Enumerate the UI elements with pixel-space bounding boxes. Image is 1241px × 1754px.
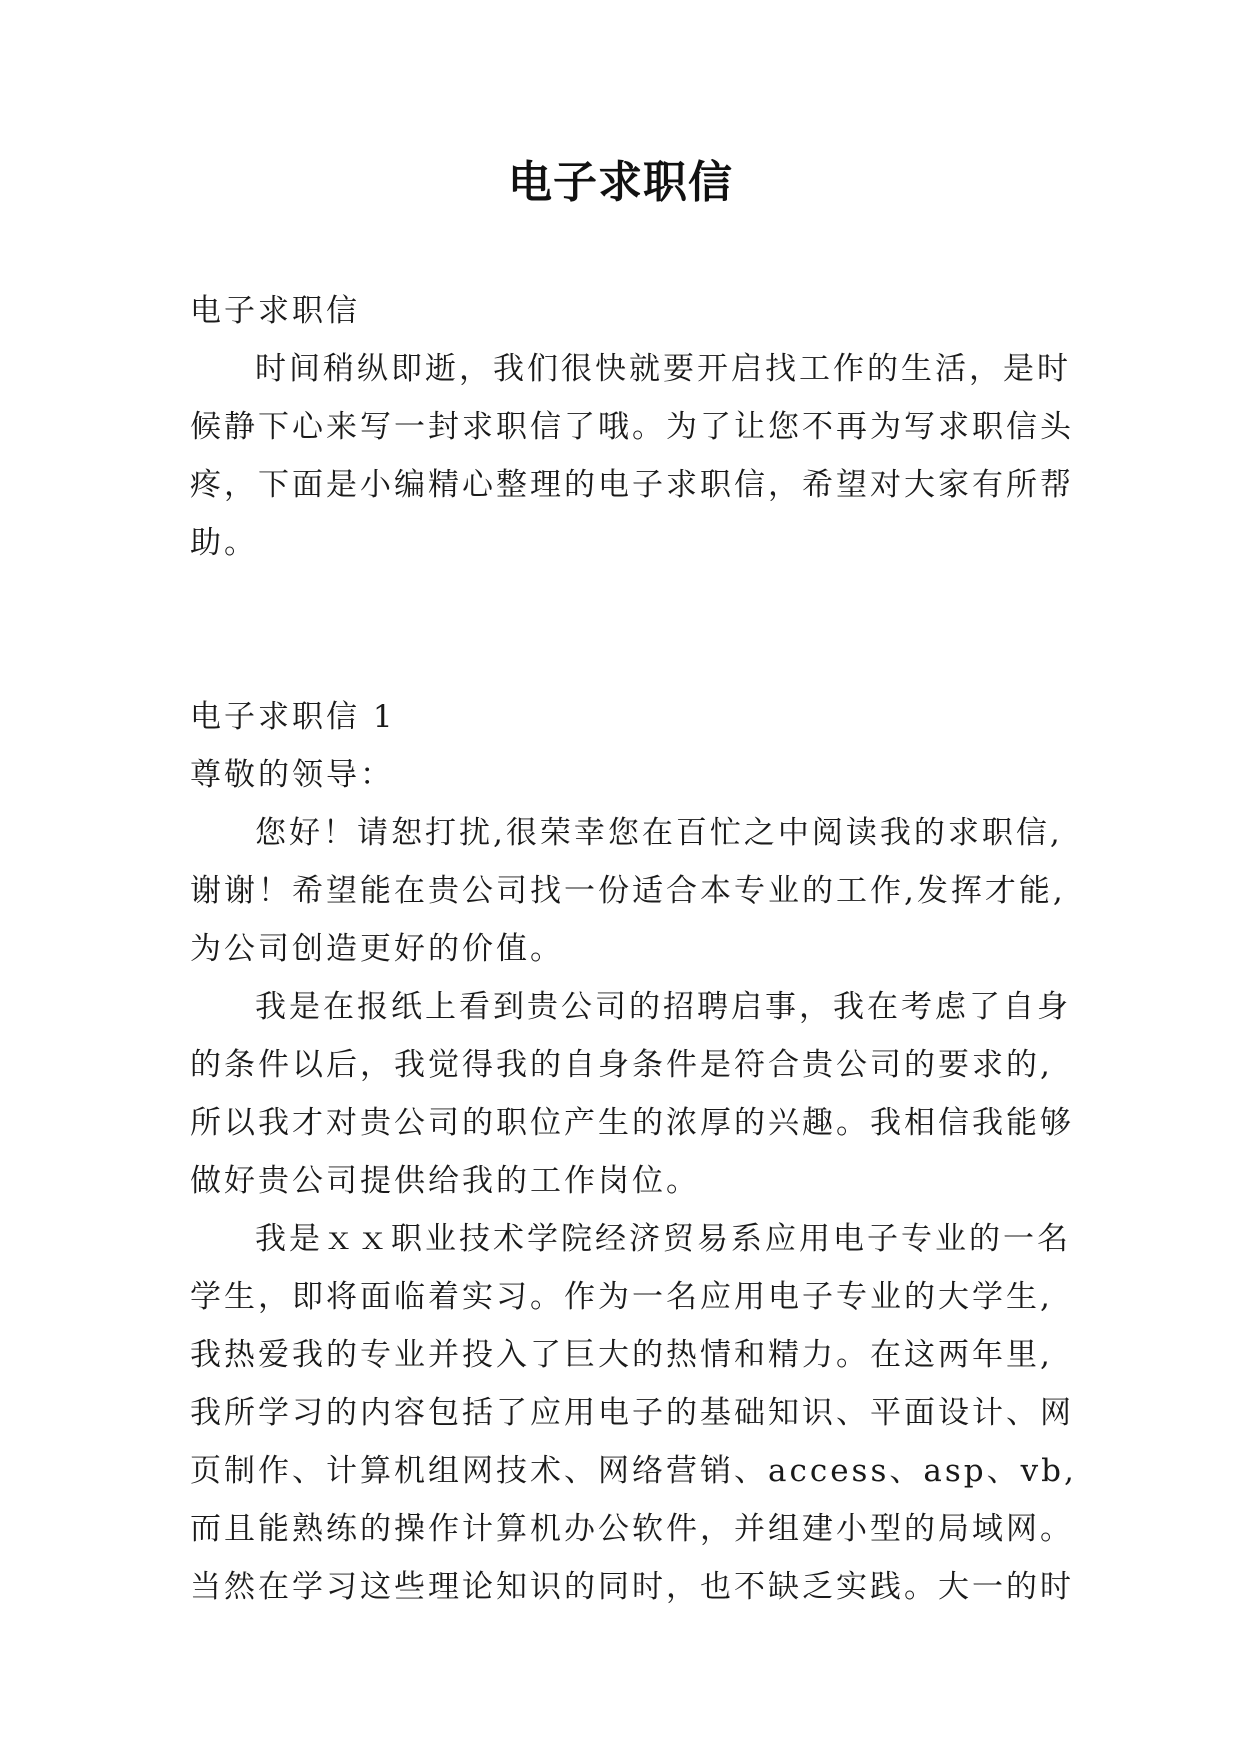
text-line: 我是在报纸上看到贵公司的招聘启事，我在考虑了自身 [255, 989, 1071, 1025]
text-line: 电子求职信 [190, 293, 360, 329]
text-line: 疼，下面是小编精心整理的电子求职信，希望对大家有所帮 [190, 467, 1074, 503]
body-paragraph [190, 804, 1070, 978]
text-line: 为公司创造更好的价值。 [190, 931, 564, 967]
intro-paragraph [190, 340, 1074, 572]
text-line: 我是ｘｘ职业技术学院经济贸易系应用电子专业的一名 [255, 1221, 1071, 1257]
text-line: 电子求职信 1 [190, 699, 396, 735]
text-line: 所以我才对贵公司的职位产生的浓厚的兴趣。我相信我能够 [190, 1105, 1074, 1141]
section-heading [190, 282, 1070, 340]
text-line: 时间稍纵即逝，我们很快就要开启找工作的生活，是时 [255, 351, 1071, 387]
body-paragraph [190, 978, 1074, 1210]
document-body [190, 282, 1077, 1616]
salutation [190, 746, 1070, 804]
text-line: 而且能熟练的操作计算机办公软件，并组建小型的局域网。 [190, 1511, 1074, 1547]
text-line: 候静下心来写一封求职信了哦。为了让您不再为写求职信头 [190, 409, 1074, 445]
document-title: 电子求职信 [508, 157, 733, 208]
text-line: 做好贵公司提供给我的工作岗位。 [190, 1163, 700, 1199]
text-line: 当然在学习这些理论知识的同时，也不缺乏实践。大一的时 [190, 1569, 1074, 1605]
body-paragraph [190, 1210, 1077, 1616]
text-line: 尊敬的领导： [190, 757, 394, 793]
text-line: 我热爱我的专业并投入了巨大的热情和精力。在这两年里, [190, 1337, 1053, 1373]
text-line: 页制作、计算机组网技术、网络营销、access、asp、vb, [190, 1453, 1077, 1489]
text-line: 助。 [190, 525, 258, 561]
text-line: 学生，即将面临着实习。作为一名应用电子专业的大学生, [190, 1279, 1053, 1315]
text-line: 谢谢！希望能在贵公司找一份适合本专业的工作,发挥才能, [190, 873, 1066, 909]
text-line: 的条件以后，我觉得我的自身条件是符合贵公司的要求的, [190, 1047, 1053, 1083]
section-spacer [190, 572, 1070, 688]
text-line: 您好！请恕打扰,很荣幸您在百忙之中阅读我的求职信, [255, 815, 1063, 851]
text-line: 我所学习的内容包括了应用电子的基础知识、平面设计、网 [190, 1395, 1074, 1431]
section-heading [190, 688, 1070, 746]
